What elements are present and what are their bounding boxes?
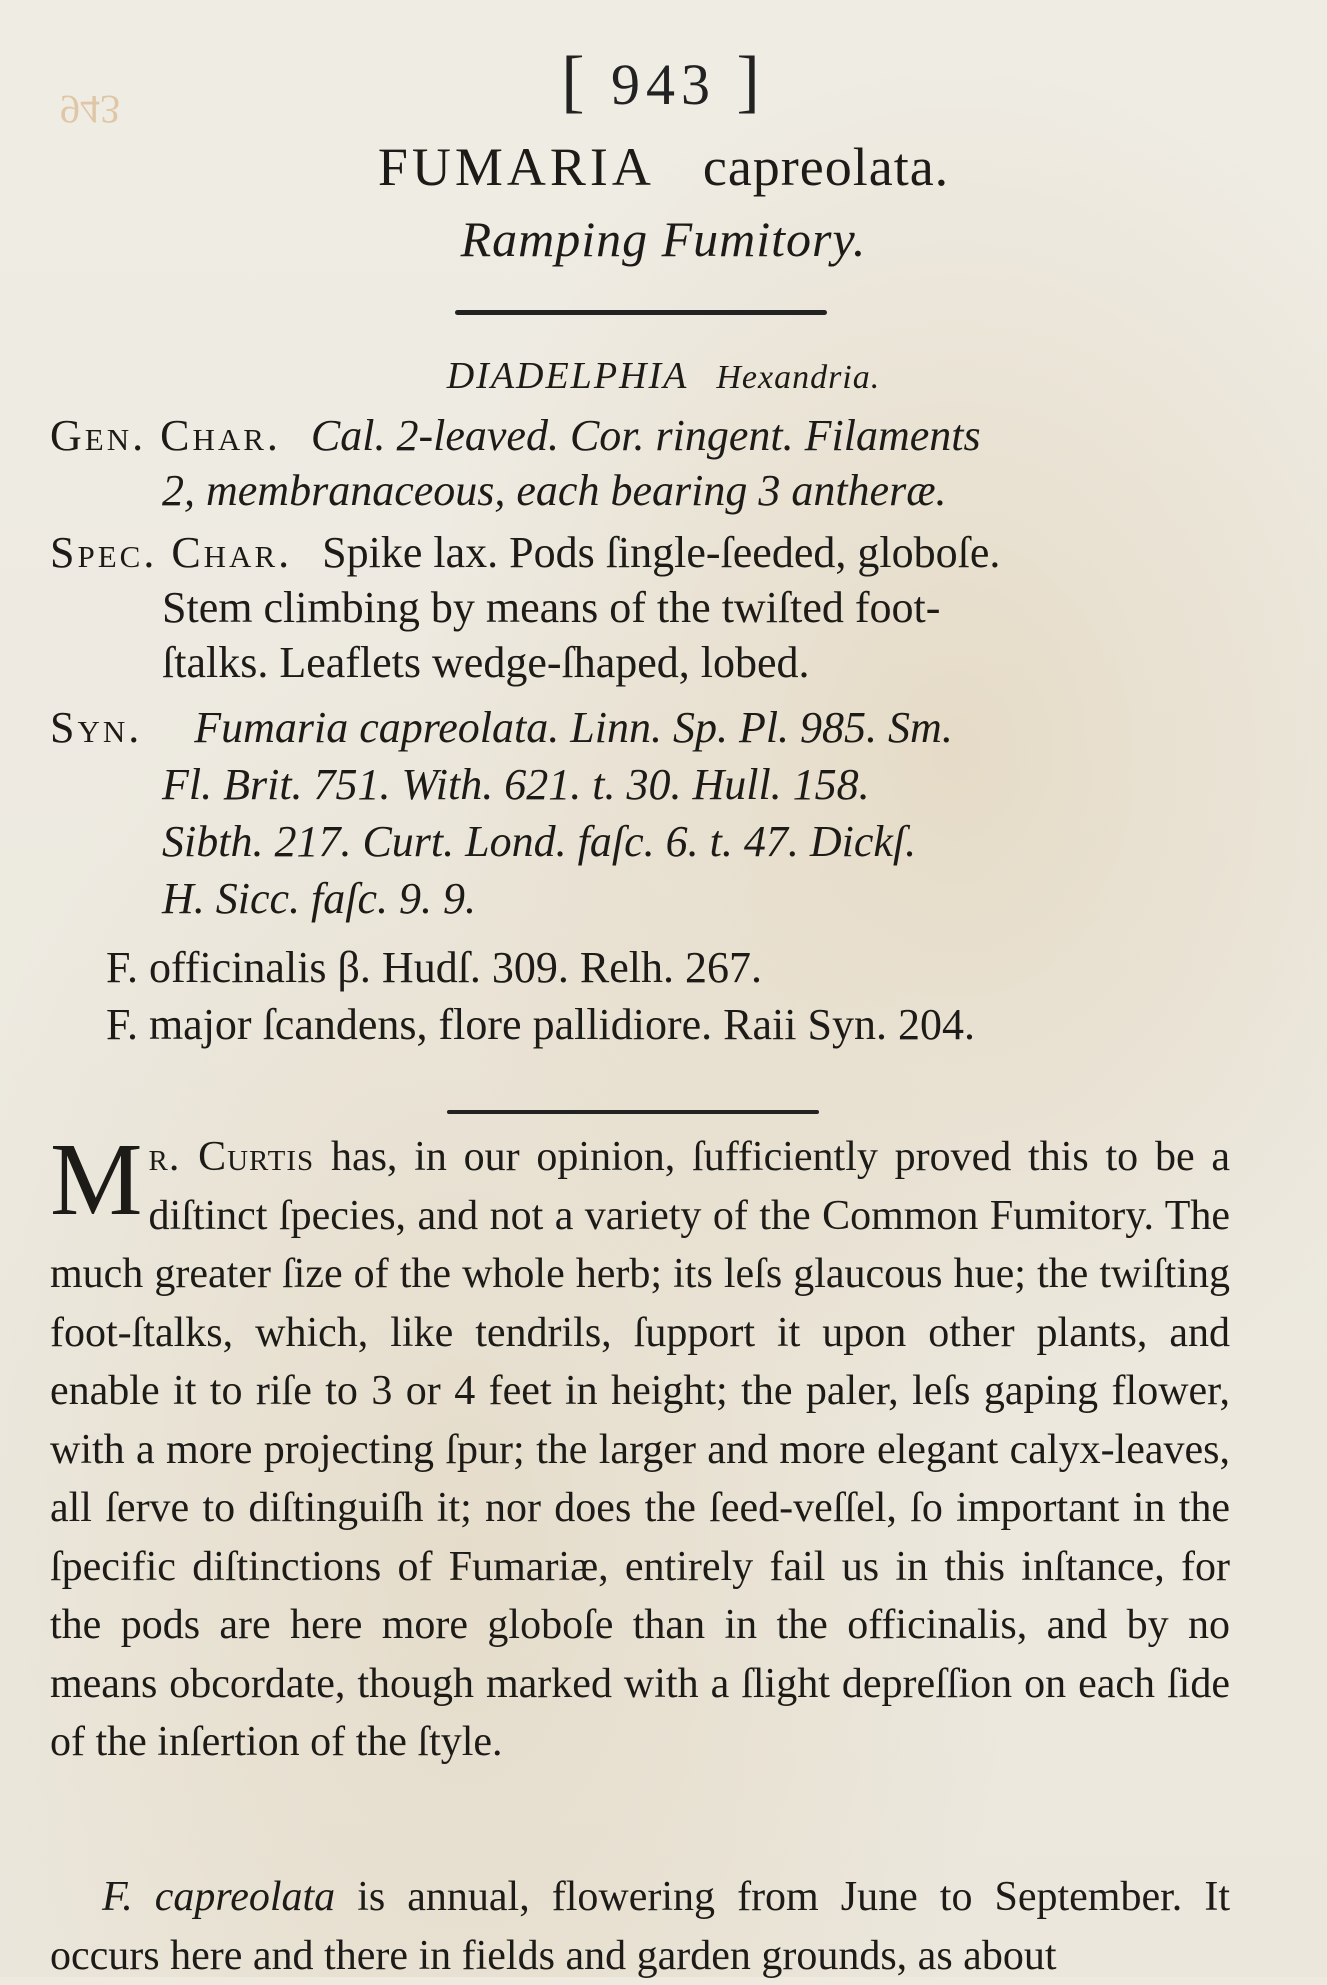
specific-character [50, 525, 1230, 690]
order-name: Hexandria. [716, 359, 881, 396]
syn-line4: H. Sicc. faſc. 9. 9. [162, 874, 477, 923]
gen-char-line2: 2, membranaceous, each bearing 3 antheræ. [162, 466, 947, 515]
species-title [0, 136, 1327, 198]
spec-char-line3: ſtalks. Leaflets wedge-ſhaped, lobed. [162, 638, 810, 687]
species-name: capreolata. [702, 137, 950, 197]
page-number-value: 943 [611, 52, 716, 117]
syn-label: Syn. [50, 703, 143, 752]
spec-char-label: Spec. Char. [50, 528, 293, 577]
author-name: r. Curtis [148, 1134, 315, 1180]
paragraph-2-text: is annual, flowering from June to September. It occurs here and there in fields and garden grounds, as about [50, 1874, 1230, 1979]
page-number-close-bracket: ] [736, 43, 766, 120]
gen-char-label: Gen. Char. [50, 411, 281, 460]
syn-first-line [50, 700, 953, 755]
syn-line3: Sibth. 217. Curt. Lond. faſc. 6. t. 47. Dickſ. [162, 817, 917, 866]
paragraph-1-text: has, in our opinion, ſufficiently proved this to be a diſtinct ſpecies, and not a variety of the Common Fumitory. The much greater ſize of the whole herb; its leſs glaucous hue; the twiſting foot-ſtalks, which, like tendrils, ſupport it upon other plants, and enable it to riſe to 3 or 4 feet in height; the paler, leſs gaping flower, with a more projecting ſpur; the larger and more elegant calyx-leaves, all ſerve to diſtinguiſh it; nor does the ſeed-veſſel, ſo important in the ſpecific diſtinctions of Fumariæ, entirely fail us in this inſtance, for the pods are here more globoſe than in the officinalis, and by no means obcordate, though marked with a ſlight depreſſion on each ſide of the inſertion of the ſtyle. [50, 1134, 1230, 1765]
class-name: DIADELPHIA [446, 355, 689, 397]
bleed-through-mark: 943 [60, 87, 120, 132]
divider-rule-bottom [447, 1110, 819, 1114]
body-paragraph-1 [50, 1122, 1230, 1772]
common-name: Ramping Fumitory. [460, 211, 867, 267]
drop-cap: M [50, 1122, 143, 1237]
syn-line2: Fl. Brit. 751. With. 621. t. 30. Hull. 158. [162, 760, 870, 809]
paragraph-2-lead: F. capreolata [102, 1874, 336, 1920]
generic-character [50, 408, 1230, 518]
syn-line5: F. officinalis β. Hudſ. 309. Relh. 267. [106, 943, 763, 992]
gen-char-line1: Cal. 2-leaved. Cor. ringent. Filaments [310, 411, 981, 460]
classification [0, 354, 1327, 398]
page-number-open-bracket: [ [561, 43, 591, 120]
page-number [0, 42, 1327, 122]
spec-char-line2: Stem climbing by means of the twiſted foot- [162, 583, 941, 632]
body-paragraph-2 [50, 1868, 1230, 1985]
genus-name: FUMARIA [377, 137, 655, 197]
syn-line1: Fumaria capreolata. Linn. Sp. Pl. 985. Sm. [194, 703, 953, 752]
syn-line6: F. major ſcandens, flore pallidiore. Raii Syn. 204. [106, 1000, 975, 1049]
spec-char-line1: Spike lax. Pods ſingle-ſeeded, globoſe. [322, 528, 1001, 577]
divider-rule-top [455, 310, 827, 315]
